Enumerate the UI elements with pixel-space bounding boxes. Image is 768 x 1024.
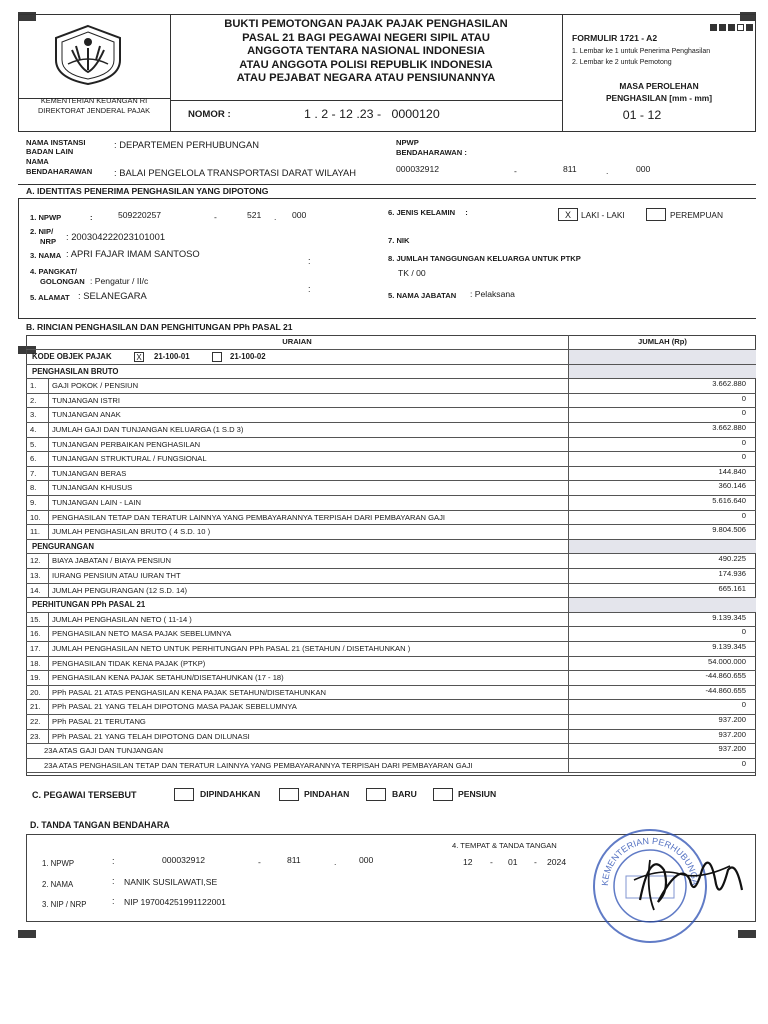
row-amount: 0 <box>741 700 746 710</box>
npwp-bendaharawan-part2: 811 <box>563 164 577 174</box>
d-npwp-label: 1. NPWP <box>42 859 75 868</box>
row-description: TUNJANGAN STRUKTURAL / FUNGSIONAL <box>52 454 207 464</box>
section-a-bottom-line <box>18 318 756 319</box>
table-row <box>26 467 756 482</box>
row-number: 23. <box>30 731 41 741</box>
row-number: 21. <box>30 702 41 712</box>
row-description: TUNJANGAN PERBAIKAN PENGHASILAN <box>52 439 201 449</box>
table-row <box>26 394 756 409</box>
row-amount: 937.200 <box>718 744 746 754</box>
d-date-sep-2: - <box>534 857 537 867</box>
d-date-sep-1: - <box>490 857 493 867</box>
row-amount: -44.860.655 <box>705 671 746 681</box>
row-number: 18. <box>30 658 41 668</box>
label-line: NPWP <box>396 138 419 147</box>
row-amount: 5.616.640 <box>712 496 746 505</box>
table-row <box>26 511 756 526</box>
row-number: 13. <box>30 571 41 580</box>
sheet-note-1: 1. Lembar ke 1 untuk Penerima Penghasilan <box>572 48 711 55</box>
row-amount: 0 <box>741 452 746 462</box>
section-b-heading: B. RINCIAN PENGHASILAN DAN PENGHITUNGAN PPh PASAL 21 <box>26 322 293 332</box>
group-perhitungan <box>26 598 756 613</box>
label-line: BENDAHARAWAN <box>26 167 93 176</box>
table-row <box>26 423 756 438</box>
table-row <box>26 613 756 628</box>
a-alamat-value: : SELANEGARA <box>78 290 147 301</box>
title-line: ATAU ANGGOTA POLISI REPUBLIK INDONESIA <box>239 58 493 71</box>
kode-objek-row <box>26 350 756 365</box>
row-description: TUNJANGAN KHUSUS <box>52 483 133 493</box>
table-row <box>26 452 756 467</box>
a-npwp-part2: 521 <box>247 210 262 220</box>
registration-mark-bottom-left <box>18 930 36 938</box>
section-d-heading: D. TANDA TANGAN BENDAHARA <box>30 820 170 830</box>
shaded-cell <box>569 365 756 379</box>
row-number: 7. <box>30 468 37 478</box>
a-pangkat-label <box>30 267 85 287</box>
laki-laki-label: LAKI - LAKI <box>581 210 625 220</box>
row-number: 17. <box>30 644 41 653</box>
a-npwp-dot: . <box>274 212 277 222</box>
d-place-label: 4. TEMPAT & TANDA TANGAN <box>452 841 557 850</box>
d-npwp-part1: 000032912 <box>162 855 206 865</box>
row-number: 11. <box>30 527 40 537</box>
row-amount: 174.936 <box>718 569 746 578</box>
row-description: 23A ATAS PENGHASILAN TETAP DAN TERATUR LAINNYA YANG PEMBAYARANNYA TERPISAH DARI PEMBAYARAN GAJI <box>44 760 473 770</box>
row-amount: 0 <box>741 758 746 768</box>
row-number: 19. <box>30 673 41 683</box>
table-row <box>26 496 756 511</box>
label-text: 6. JENIS KELAMIN <box>388 208 456 217</box>
row-description: PPh PASAL 21 YANG TELAH DIPOTONG DAN DILUNASI <box>52 731 250 741</box>
group-penghasilan-bruto-label: PENGHASILAN BRUTO <box>32 366 119 376</box>
checkbox-kode-21-100-02[interactable] <box>212 352 222 362</box>
table-row <box>26 627 756 642</box>
npwp-bendaharawan-dash: - <box>514 166 517 176</box>
period-label-1: MASA PEROLEHAN <box>619 81 699 91</box>
d-npwp-dot: . <box>334 857 337 867</box>
row-amount: 54.000.000 <box>707 656 746 666</box>
label-line: BADAN LAIN <box>26 147 74 156</box>
row-description: TUNJANGAN LAIN - LAIN <box>52 498 142 507</box>
nama-instansi-value: : DEPARTEMEN PERHUBUNGAN <box>114 139 259 150</box>
label-line: BENDAHARAWAN <box>396 148 463 157</box>
a-jabatan-value: : Pelaksana <box>470 289 515 299</box>
row-amount: 9.139.345 <box>712 612 746 622</box>
row-number: 14. <box>30 585 41 595</box>
row-description: PENGHASILAN TETAP DAN TERATUR LAINNYA YANG PEMBAYARANNYA TERPISAH DARI PEMBAYARAN GAJI <box>52 512 446 522</box>
table-row <box>26 642 756 657</box>
registration-mark-bottom-right <box>738 930 756 938</box>
table-header-row <box>26 335 756 350</box>
a-npwp-label: 1. NPWP <box>30 213 62 222</box>
row-number: 6. <box>30 454 37 464</box>
table-row <box>26 438 756 453</box>
nama-bendaharawan-label <box>26 157 92 177</box>
title-line: BUKTI PEMOTONGAN PAJAK PAJAK PENGHASILAN <box>224 18 508 30</box>
d-npwp-dash: - <box>258 857 261 867</box>
label-line: 2. NIP/ <box>30 227 54 236</box>
perempuan-label: PEREMPUAN <box>670 210 724 220</box>
row-description: TUNJANGAN ISTRI <box>52 395 120 405</box>
row-description: PPh PASAL 21 ATAS PENGHASILAN KENA PAJAK SETAHUN/DISETAHUNKAN <box>52 687 327 697</box>
nama-instansi-label <box>26 138 85 156</box>
row-number: 2. <box>30 395 37 405</box>
row-description: PPh PASAL 21 TERUTANG <box>52 717 146 726</box>
row-amount: 3.662.880 <box>712 379 746 389</box>
checkbox-pindahan[interactable] <box>279 788 299 801</box>
checkbox-baru[interactable] <box>366 788 386 801</box>
a-colon-mid-1: : <box>308 256 311 266</box>
row-number: 10. <box>30 512 41 522</box>
group-penghasilan-bruto <box>26 365 756 380</box>
table-row <box>26 408 756 423</box>
table-row <box>26 554 756 569</box>
a-nik-label: 7. NIK <box>388 236 410 245</box>
checkbox-laki-laki[interactable]: X <box>558 208 578 221</box>
d-nip-value: NIP 197004251991122001 <box>124 897 226 907</box>
table-row <box>26 730 756 745</box>
npwp-bendaharawan-part3: 000 <box>636 164 651 174</box>
a-nip-value: : 200304222023101001 <box>66 231 166 242</box>
row-amount: 937.200 <box>718 715 746 724</box>
handwritten-signature <box>620 840 750 920</box>
row-amount: 9.804.506 <box>712 525 746 535</box>
a-npwp-part1: 509220257 <box>118 210 162 220</box>
a-alamat-label: 5. ALAMAT <box>30 293 70 302</box>
row-description: JUMLAH PENGHASILAN NETO UNTUK PERHITUNGAN PPh PASAL 21 (SETAHUN / DISETAHUNKAN ) <box>52 644 411 653</box>
table-row <box>26 759 756 774</box>
row-description: JUMLAH PENGURANGAN (12 S.D. 14) <box>52 585 188 595</box>
table-row <box>26 657 756 672</box>
col-jumlah: JUMLAH (Rp) <box>638 337 687 346</box>
form-title <box>172 18 560 86</box>
instansi-bottom-line <box>18 184 756 185</box>
row-amount: 0 <box>741 627 746 637</box>
a-tanggungan-value: TK / 00 <box>398 268 426 278</box>
row-amount: 0 <box>741 393 746 403</box>
title-line: ANGGOTA TENTARA NASIONAL INDONESIA <box>247 45 485 58</box>
d-date-day: 12 <box>463 857 473 867</box>
d-npwp-part2: 811 <box>287 855 301 865</box>
row-description: TUNJANGAN BERAS <box>52 468 127 478</box>
title-line: PASAL 21 BAGI PEGAWAI NEGERI SIPIL ATAU <box>242 31 490 44</box>
row-description: JUMLAH PENGHASILAN NETO ( 11-14 ) <box>52 614 192 624</box>
opt-pindahan: PINDAHAN <box>304 789 350 799</box>
d-nama-colon: : <box>112 876 115 886</box>
header-divider-left <box>170 14 171 132</box>
ministry-line2: DIREKTORAT JENDERAL PAJAK <box>37 106 151 115</box>
table-row <box>26 671 756 686</box>
row-number: 12. <box>30 556 41 566</box>
section-c-heading: C. PEGAWAI TERSEBUT <box>32 790 137 800</box>
period-value: 01 - 12 <box>622 108 662 122</box>
row-number: 4. <box>30 425 37 434</box>
kode-2-label: 21-100-02 <box>230 352 266 361</box>
a-pangkat-value: : Pengatur / II/c <box>90 276 149 286</box>
table-row <box>26 584 756 599</box>
header-nomor-line <box>170 100 562 101</box>
row-description: PENGHASILAN NETO MASA PAJAK SEBELUMNYA <box>52 629 232 639</box>
row-description: JUMLAH GAJI DAN TUNJANGAN KELUARGA (1 S.D 3) <box>52 425 244 434</box>
label-line: GOLONGAN <box>40 277 85 286</box>
colon: : <box>464 148 467 157</box>
row-amount: 0 <box>741 437 746 447</box>
a-npwp-part3: 000 <box>292 210 307 220</box>
period-label-2: PENGHASILAN [mm - mm] <box>605 93 713 103</box>
row-number: 1. <box>30 381 37 391</box>
ministry-logo <box>50 24 126 86</box>
row-number: 9. <box>30 498 37 507</box>
row-amount: 665.161 <box>718 583 746 593</box>
label-line: 4. PANGKAT/ <box>30 267 77 276</box>
row-amount: 490.225 <box>718 554 746 564</box>
row-number: 15. <box>30 614 41 624</box>
row-number: 5. <box>30 439 37 449</box>
nomor-value: 1 . 2 - 12 .23 - 0000120 <box>304 107 440 121</box>
section-a-left-line <box>18 198 19 318</box>
table-row <box>26 715 756 730</box>
d-date-month: 01 <box>508 857 518 867</box>
nama-bendaharawan-value: : BALAI PENGELOLA TRANSPORTASI DARAT WILAYAH <box>114 167 357 178</box>
table-row <box>26 481 756 496</box>
nomor-label: NOMOR : <box>188 109 231 120</box>
row-number: 22. <box>30 717 41 726</box>
a-tanggungan-label: 8. JUMLAH TANGGUNGAN KELUARGA UNTUK PTKP <box>388 254 581 263</box>
d-npwp-colon: : <box>112 856 115 866</box>
a-jabatan-label: 5. NAMA JABATAN <box>388 291 457 300</box>
d-nama-value: NANIK SUSILAWATI,SE <box>124 877 218 887</box>
d-nip-label: 3. NIP / NRP <box>42 900 87 909</box>
a-nip-label <box>30 227 56 247</box>
a-colon-mid-2: : <box>308 284 311 294</box>
row-amount: 9.139.345 <box>712 642 746 651</box>
table-row <box>26 686 756 701</box>
d-npwp-part3: 000 <box>359 855 374 865</box>
shaded-cell <box>569 350 756 364</box>
row-description: PPh PASAL 21 YANG TELAH DIPOTONG MASA PAJAK SEBELUMNYA <box>52 702 297 712</box>
row-amount: 937.200 <box>718 729 746 739</box>
shaded-cell <box>569 540 756 554</box>
kode-1-label: 21-100-01 <box>154 352 190 361</box>
group-perhitungan-label: PERHITUNGAN PPh PASAL 21 <box>32 600 146 610</box>
table-row <box>26 700 756 715</box>
row-amount: 3.662.880 <box>712 423 746 432</box>
npwp-bendaharawan-part1: 000032912 <box>396 164 440 174</box>
table-row <box>26 569 756 584</box>
checkbox-pensiun[interactable] <box>433 788 453 801</box>
a-jenis-kelamin-label <box>388 208 468 217</box>
row-number: 3. <box>30 410 37 420</box>
a-npwp-dash: - <box>214 212 217 222</box>
sheet-note-2: 2. Lembar ke 2 untuk Pemotong <box>572 59 672 66</box>
checkbox-perempuan[interactable] <box>646 208 666 221</box>
row-amount: 0 <box>741 510 746 520</box>
row-number: 8. <box>30 483 37 493</box>
section-a-heading: A. IDENTITAS PENERIMA PENGHASILAN YANG DIPOTONG <box>26 186 269 196</box>
kode-objek-label: KODE OBJEK PAJAK <box>32 352 112 361</box>
d-nama-label: 2. NAMA <box>42 880 74 889</box>
form-label: FORMULIR 1721 - A2 <box>572 33 658 43</box>
a-npwp-colon: : <box>90 213 93 222</box>
a-nama-value: : APRI FAJAR IMAM SANTOSO <box>66 248 200 259</box>
checkbox-dipindahkan[interactable] <box>174 788 194 801</box>
row-amount: -44.860.655 <box>705 685 746 695</box>
table-row <box>26 525 756 540</box>
row-number: 20. <box>30 687 41 697</box>
opt-pensiun: PENSIUN <box>458 789 497 799</box>
ministry-line1: KEMENTERIAN KEUANGAN RI <box>40 96 148 105</box>
stamp-text: KEMENTERIAN PERHUBUNGA <box>599 835 701 887</box>
group-pengurangan <box>26 540 756 555</box>
d-nip-colon: : <box>112 896 115 906</box>
a-nama-label: 3. NAMA <box>30 251 62 260</box>
group-pengurangan-label: PENGURANGAN <box>32 541 94 551</box>
label-line: NAMA <box>26 157 49 166</box>
shaded-cell <box>569 598 756 612</box>
row-description: BIAYA JABATAN / BIAYA PENSIUN <box>52 556 172 566</box>
table-row <box>26 744 756 759</box>
row-description: 23A ATAS GAJI DAN TUNJANGAN <box>44 746 163 756</box>
label-line: NRP <box>40 237 57 246</box>
row-description: GAJI POKOK / PENSIUN <box>52 381 139 391</box>
checkbox-kode-21-100-01[interactable]: X <box>134 352 144 362</box>
row-description: PENGHASILAN TIDAK KENA PAJAK (PTKP) <box>52 658 206 668</box>
opt-baru: BARU <box>392 789 417 799</box>
row-amount: 360.146 <box>718 481 746 491</box>
row-number: 16. <box>30 629 41 639</box>
section-a-top-line <box>18 198 756 199</box>
npwp-bendaharawan-dot: . <box>606 166 609 176</box>
d-date-year: 2024 <box>547 857 567 867</box>
row-description: PENGHASILAN KENA PAJAK SETAHUN/DISETAHUNKAN (17 - 18) <box>52 673 284 683</box>
table-row <box>26 379 756 394</box>
opt-dipindahkan: DIPINDAHKAN <box>200 789 261 799</box>
row-amount: 0 <box>741 408 746 418</box>
row-description: JUMLAH PENGHASILAN BRUTO ( 4 S.D. 10 ) <box>52 527 211 537</box>
npwp-bendaharawan-label <box>396 138 467 158</box>
row-description: TUNJANGAN ANAK <box>52 410 121 420</box>
colon: : <box>465 208 468 217</box>
row-amount: 144.840 <box>718 466 746 476</box>
col-uraian: URAIAN <box>282 337 312 346</box>
row-description: IURANG PENSIUN ATAU IURAN THT <box>52 571 181 580</box>
title-line: ATAU PEJABAT NEGARA ATAU PENSIUNANNYA <box>236 72 496 85</box>
label-line: NAMA INSTANSI <box>26 138 86 147</box>
